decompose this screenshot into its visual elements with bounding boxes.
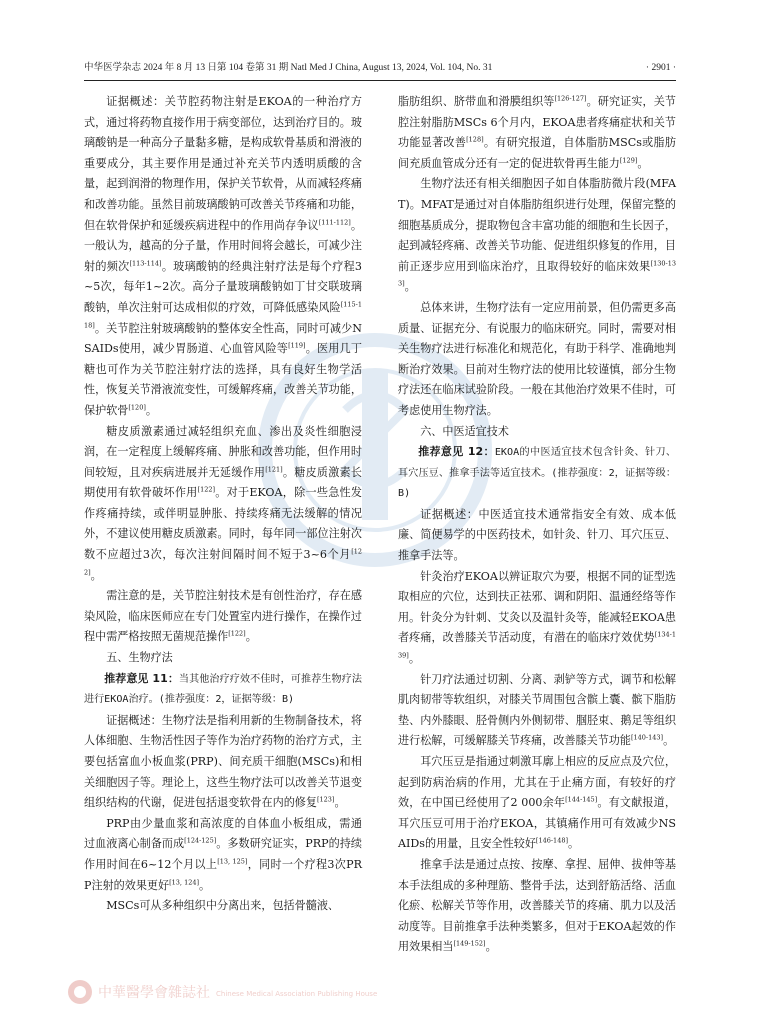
paragraph: 需注意的是，关节腔注射技术是有创性治疗，存在感染风险，临床医师应在专门处置室内进行操作，在操作过程中需严格按照无菌规范操作[122]。	[84, 589, 362, 644]
paragraph: 证据概述：中医适宜技术通常指安全有效、成本低廉、简便易学的中医药技术，如针灸、针刀、耳穴压豆、推拿手法等。	[398, 507, 676, 563]
recommendation-11: 推荐意见 11：当其他治疗疗效不佳时，可推荐生物疗法进行EKOA治疗。(推荐强度：2，证据等级：B)	[84, 671, 362, 706]
paragraph: PRP由少量血浆和高浓度的自体血小板组成，需通过血液离心制备而成[124-125]。多数研究证实，PRP的持续作用时间在6~12个月以上[13, 125]，同时一个疗程3次PRP注射的效果更好[13, 124]。	[84, 816, 362, 892]
header-divider	[84, 80, 676, 81]
paragraph: 推拿手法是通过点按、按摩、拿捏、屈伸、拔伸等基本手法组成的多种理筋、整骨手法，达到舒筋活络、活血化瘀、松解关节等作用，改善膝关节的疼痛、肌力以及活动度等。目前推拿手法种类繁多，但对于EKOA起效的作用效果相当[149-152]。	[398, 857, 676, 954]
paragraph: 耳穴压豆是指通过刺激耳廓上相应的反应点及穴位，起到防病治病的作用，尤其在于止痛方面，有较好的疗效，在中国已经使用了2 000余年[144-145]。有文献报道，耳穴压豆可用于治疗EKOA，其镇痛作用可有效减少NSAIDs的用量，且安全性较好[146-148]。	[398, 755, 676, 851]
section-heading: 六、中医适宜技术	[420, 424, 509, 438]
paragraph: 糖皮质激素通过减轻组织充血、渗出及炎性细胞浸润，在一定程度上缓解疼痛、肿胀和改善功能，但作用时间较短，且对疾病进展并无延缓作用[121]。糖皮质激素长期使用有软骨破坏作用[122]。对于EKOA，除一些急性发作疼痛持续，或伴明显肿胀、持续疼痛无法缓解的情况外，不建议使用糖皮质激素。同时，每年同一部位注射次数不应超过3次，每次注射间隔时间不短于3~6个月[122]。	[84, 424, 362, 582]
paragraph: 总体来讲，生物疗法有一定应用前景，但仍需更多高质量、证据充分、有说服力的临床研究。同时，需要对相关生物疗法进行标准化和规范化，有助于科学、准确地判断治疗效果。目前对生物疗法的使用比较谨慎，部分生物疗法还在临床试验阶段。一般在其他治疗效果不佳时，可考虑使用生物疗法。	[398, 300, 676, 417]
running-header	[84, 58, 676, 78]
svg-text:Chinese Medical Association Pu: Chinese Medical Association Publishing House	[216, 990, 378, 998]
paragraph: 针灸治疗EKOA以辨证取穴为要，根据不同的证型选取相应的穴位，达到扶正祛邪、调和阴阳、温通经络等作用。针灸分为针刺、艾灸以及温针灸等，能减轻EKOA患者疼痛，改善膝关节活动度，有潜在的临床疗效优势[134-139]。	[398, 569, 676, 666]
paragraph: 生物疗法还有相关细胞因子如自体脂肪微片段(MFAT)。MFAT是通过对自体脂肪组织进行处理，保留完整的细胞基质成分，提取物包含丰富功能的细胞和生长因子，起到减轻疼痛、改善关节功能、促进组织修复的作用，目前正逐步应用到临床治疗，且取得较好的临床效果[130-133]。	[398, 177, 676, 294]
right-column	[398, 92, 676, 958]
paragraph: MSCs可从多种组织中分离出来，包括骨髓液、	[106, 899, 340, 913]
paragraph: 针刀疗法通过切割、分离、剥铲等方式，调节和松解肌肉韧带等软组织，对膝关节周围包含髌上囊、髌下脂肪垫、内外膝眼、胫骨侧内外侧韧带、腘胫束、鹅足等组织进行松解，可缓解膝关节疼痛，改善膝关节功能[140-143]。	[398, 672, 676, 748]
publisher-logo	[66, 978, 378, 1006]
journal-citation: 中华医学杂志 2024 年 8 月 13 日第 104 卷第 31 期 Natl Med J China, August 13, 2024, Vol. 104, No. 31	[84, 63, 493, 73]
page-number: · 2901 ·	[645, 63, 676, 73]
paragraph: 证据概述：关节腔药物注射是EKOA的一种治疗方式，通过将药物直接作用于病变部位，达到治疗目的。玻璃酸钠是一种高分子量黏多糖，是构成软骨基质和滑液的重要成分，其主要作用是通过补充关节内透明质酸的含量，起到润滑的物理作用，保护关节软骨，从而减轻疼痛和改善功能。虽然目前玻璃酸钠可改善关节疼痛和功能，但在软骨保护和延缓疾病进程中的作用尚存争议[111-112]。一般认为，越高的分子量，作用时间将会越长，可减少注射的频次[113-114]。玻璃酸钠的经典注射疗法是每个疗程3~5次，每年1~2次。高分子量玻璃酸钠如丁甘交联玻璃酸钠，单次注射可达成相似的疗效，可降低感染风险[115-118]。关节腔注射玻璃酸钠的整体安全性高，同时可减少NSAIDs使用，减少胃肠道、心血管风险等[119]。医用几丁糖也可作为关节腔注射疗法的选择，具有良好生物学活性，恢复关节滑液流变性，可缓解疼痛，改善关节功能，保护软骨[120]。	[84, 95, 362, 417]
paragraph: 证据概述：生物疗法是指利用新的生物制备技术，将人体细胞、生物活性因子等作为治疗药物的治疗方式，主要包括富血小板血浆(PRP)、间充质干细胞(MSCs)和相关细胞因子等。理论上，这些生物疗法可以改善关节退变组织结构的代谢，促进包括退变软骨在内的修复[123]。	[84, 713, 362, 810]
section-heading: 五、生物疗法	[106, 651, 173, 665]
left-column	[84, 92, 362, 917]
paragraph: 脂肪组织、脐带血和滑膜组织等[126-127]。研究证实，关节腔注射脂肪MSCs 6个月内，EKOA患者疼痛症状和关节功能显著改善[128]。有研究报道，自体脂肪MSCs或脂肪间充质血管成分还有一定的促进软骨再生能力[129]。	[398, 94, 676, 170]
recommendation-12: 推荐意见 12：EKOA的中医适宜技术包含针灸、针刀、耳穴压豆、推拿手法等适宜技术。(推荐强度：2，证据等级：B)	[398, 445, 676, 500]
svg-text:中華醫學會雜誌社: 中華醫學會雜誌社	[98, 985, 210, 1001]
